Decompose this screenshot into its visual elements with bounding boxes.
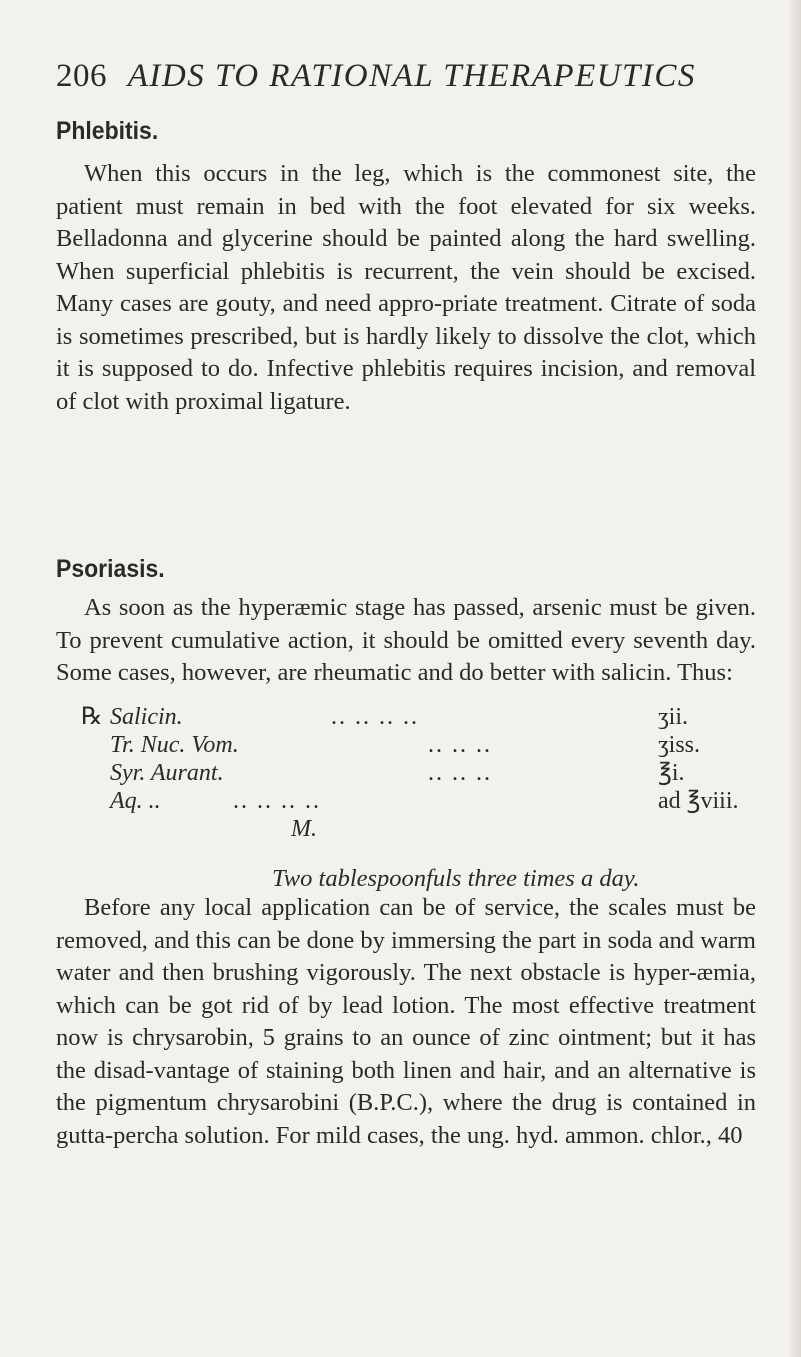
- leader-dots: .. .. ..: [428, 732, 492, 758]
- running-title: AIDS TO RATIONAL THERAPEUTICS: [127, 58, 696, 94]
- prescription-drug: Salicin.: [110, 704, 183, 730]
- phlebitis-paragraph: When this occurs in the leg, which is the commonest site, the patient must remain in bed with the foot elevated for six weeks. Belladonna and glycerine should be painted along the hard swelling. When superficial phlebitis is recurrent, the vein should be excised. Many cases are gouty, and need appro-priate treatment. Citrate of soda is sometimes prescribed, but is hardly likely to dissolve the clot, which it is supposed to do. Infective phlebitis requires incision, and removal of clot with proximal ligature.: [56, 160, 756, 415]
- psoriasis-paragraph-2: Before any local application can be of service, the scales must be removed, and this can be done by immersing the part in soda and warm water and then brushing vigorously. The next obstacle is hyper-æmia, which can be got rid of by lead lotion. The most effective treatment now is chrysarobin, 5 grains to an ounce of zinc ointment; but it has the disad-vantage of staining both linen and hair, and an alternative is the pigmentum chrysarobini (B.P.C.), where the drug is contained in gutta-percha solution. For mild cases, the ung. hyd. ammon. chlor., 40: [56, 894, 756, 1149]
- prescription-line: [81, 759, 781, 787]
- leader-dots: .. .. .. ..: [331, 704, 419, 730]
- recipe-symbol: ℞: [81, 704, 103, 730]
- prescription-drug: Aq. ..: [110, 788, 161, 814]
- prescription-quantity: ʒii.: [658, 704, 688, 730]
- prescription-drug: Syr. Aurant.: [110, 760, 224, 786]
- running-header: [56, 58, 756, 95]
- psoriasis-paragraph-1: As soon as the hyperæmic stage has passed, arsenic must be given. To prevent cumulative action, it should be omitted every seventh day. Some cases, however, are rheumatic and do better with salicin. Thus:: [56, 594, 756, 686]
- prescription-line: [81, 787, 781, 815]
- misce-abbreviation: M.: [291, 816, 317, 842]
- prescription-line: [81, 703, 781, 731]
- section-heading-psoriasis: Psoriasis.: [56, 555, 165, 583]
- prescription-quantity: ad ℥viii.: [658, 788, 739, 814]
- page-number: 206: [56, 58, 107, 94]
- prescription-directions: Two tablespoonfuls three times a day.: [272, 865, 640, 892]
- leader-dots: .. .. ..: [428, 760, 492, 786]
- prescription-quantity: ʒiss.: [658, 732, 700, 758]
- prescription-drug: Tr. Nuc. Vom.: [110, 732, 239, 758]
- prescription-line: [81, 731, 781, 759]
- page-edge-shadow: [787, 0, 801, 1357]
- leader-dots: .. .. .. ..: [233, 788, 321, 814]
- prescription-quantity: ℥i.: [658, 760, 685, 786]
- section-heading-phlebitis: Phlebitis.: [56, 117, 159, 145]
- prescription: [81, 703, 781, 842]
